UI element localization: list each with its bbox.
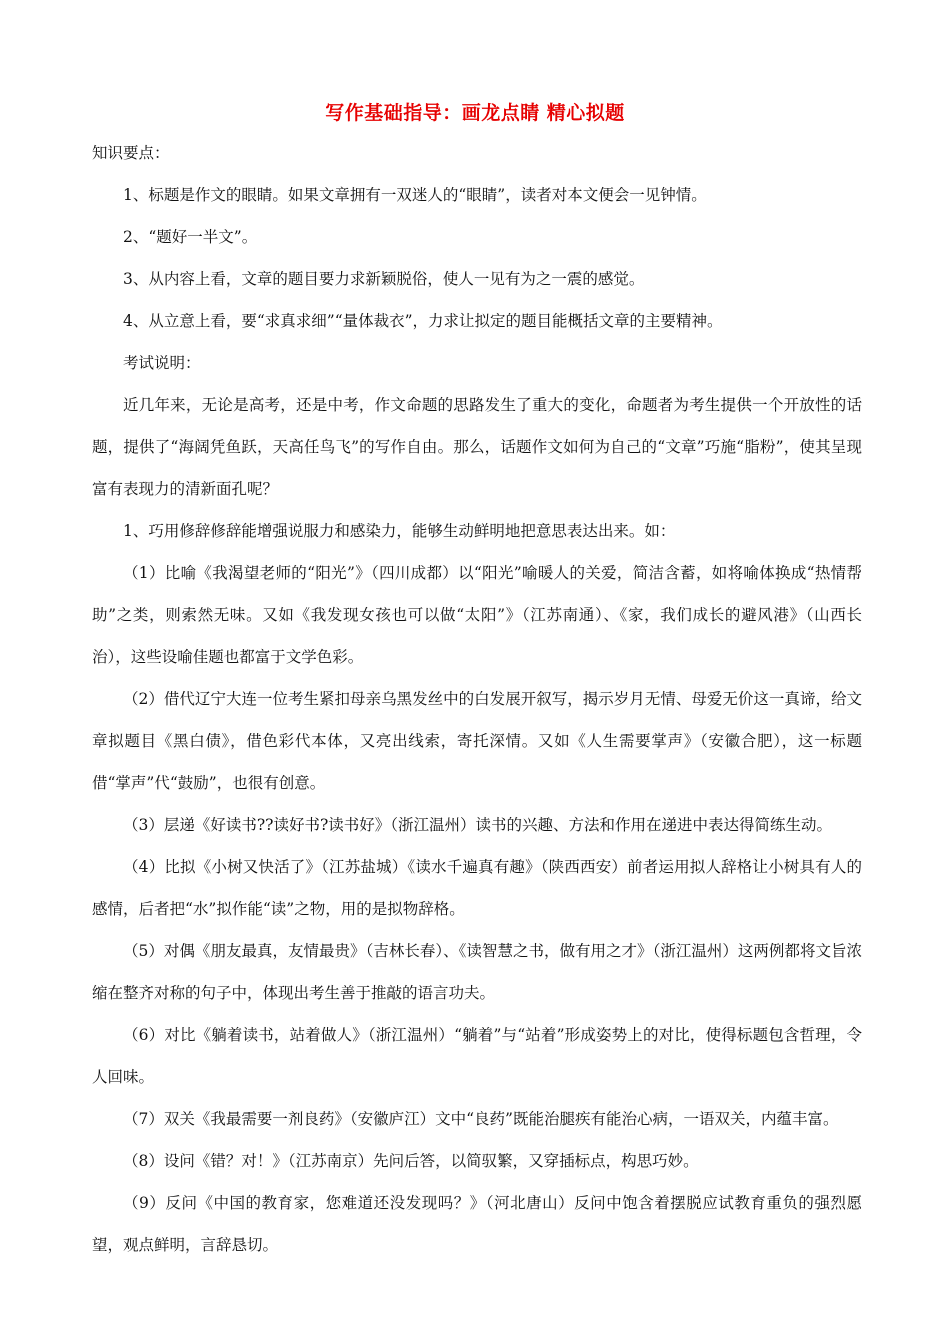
document-body: [92, 132, 862, 1266]
paragraph: 1、巧用修辞修辞能增强说服力和感染力，能够生动鲜明地把意思表达出来。如：: [123, 522, 676, 540]
paragraph: （8）设问《错？对！》（江苏南京）先问后答，以简驭繁，又穿插标点，构思巧妙。: [123, 1152, 699, 1170]
paragraph: （3）层递《好读书??读好书?读书好》（浙江温州）读书的兴趣、方法和作用在递进中表达得简练生动。: [123, 816, 833, 834]
paragraph: （5）对偶《朋友最真，友情最贵》（吉林长春）、《读智慧之书，做有用之才》（浙江温州）这两例都将文旨浓缩在整齐对称的句子中，体现出考生善于推敲的语言功夫。: [92, 942, 862, 1002]
paragraph: 1、标题是作文的眼睛。如果文章拥有一双迷人的“眼睛”，读者对本文便会一见钟情。: [123, 186, 707, 204]
paragraph: 2、“题好一半文”。: [123, 228, 258, 246]
section-heading-knowledge: 知识要点：: [92, 144, 170, 162]
section-heading-exam: 考试说明：: [123, 354, 201, 372]
paragraph: 3、从内容上看，文章的题目要力求新颖脱俗，使人一见有为之一震的感觉。: [123, 270, 645, 288]
paragraph: （2）借代辽宁大连一位考生紧扣母亲乌黑发丝中的白发展开叙写，揭示岁月无情、母爱无价这一真谛，给文章拟题目《黑白债》，借色彩代本体，又亮出线索，寄托深情。又如《人生需要掌声》（安徽合肥），这一标题借“掌声”代“鼓励”，也很有创意。: [92, 690, 862, 792]
paragraph: 近几年来，无论是高考，还是中考，作文命题的思路发生了重大的变化，命题者为考生提供一个开放性的话题，提供了“海阔凭鱼跃，天高任鸟飞”的写作自由。那么，话题作文如何为自己的“文章”巧施“脂粉”，使其呈现富有表现力的清新面孔呢？: [92, 396, 862, 498]
document-title: 写作基础指导：画龙点睛 精心拟题: [325, 102, 625, 124]
paragraph: （1）比喻《我渴望老师的“阳光”》（四川成都）以“阳光”喻暖人的关爱，简洁含蓄，如将喻体换成“热情帮助”之类，则索然无味。又如《我发现女孩也可以做“太阳”》（江苏南通）、《家，我们成长的避风港》（山西长治），这些设喻佳题也都富于文学色彩。: [92, 564, 862, 666]
paragraph: （9）反问《中国的教育家，您难道还没发现吗？》（河北唐山）反问中饱含着摆脱应试教育重负的强烈愿望，观点鲜明，言辞恳切。: [92, 1194, 862, 1254]
paragraph: （7）双关《我最需要一剂良药》（安徽庐江）文中“良药”既能治腿疾有能治心病，一语双关，内蕴丰富。: [123, 1110, 839, 1128]
paragraph: （4）比拟《小树又快活了》（江苏盐城）《读水千遍真有趣》（陕西西安）前者运用拟人辞格让小树具有人的感情，后者把“水”拟作能“读”之物，用的是拟物辞格。: [92, 858, 862, 918]
paragraph: 4、从立意上看，要“求真求细”“量体裁衣”，力求让拟定的题目能概括文章的主要精神。: [123, 312, 723, 330]
paragraph: （6）对比《躺着读书，站着做人》（浙江温州）“躺着”与“站着”形成姿势上的对比，使得标题包含哲理，令人回味。: [92, 1026, 862, 1086]
